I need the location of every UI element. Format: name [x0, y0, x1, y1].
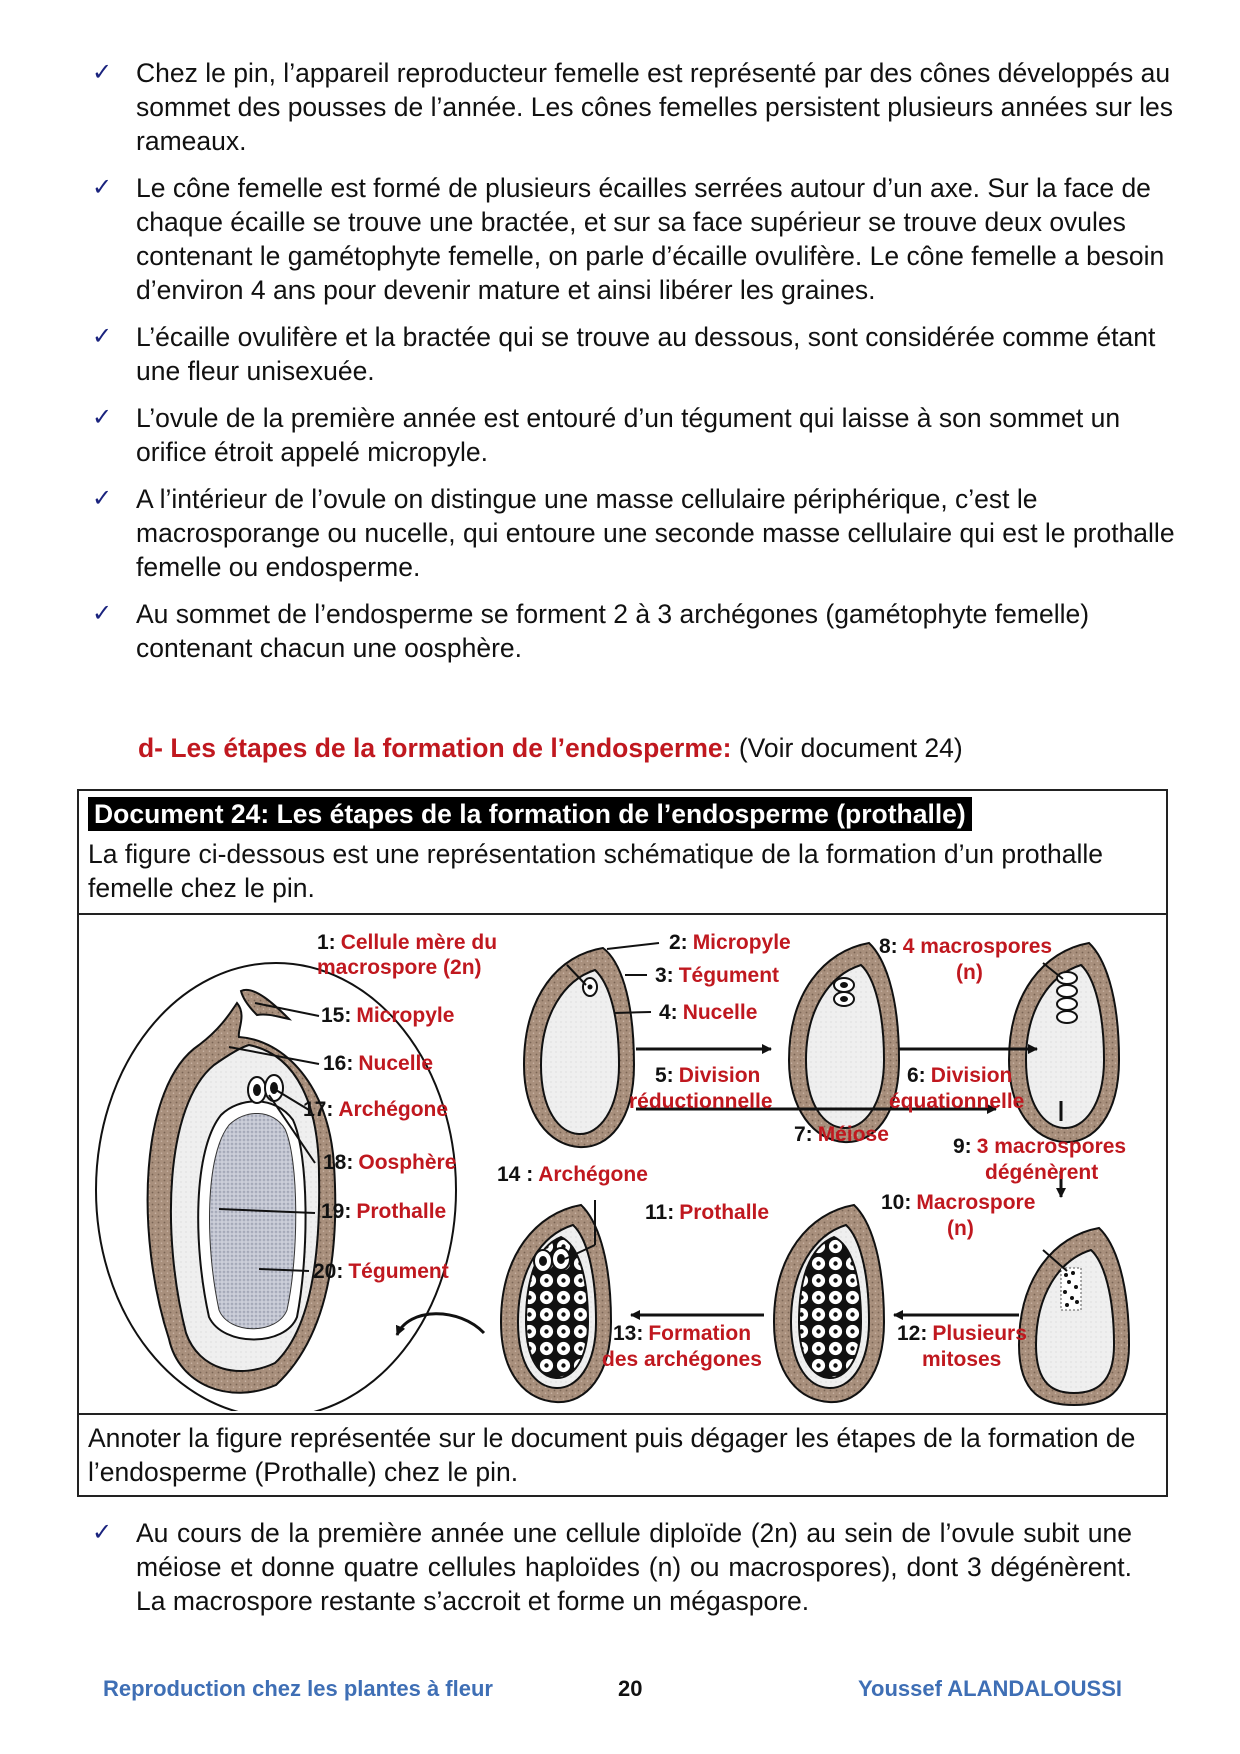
mother-cell-nucleus	[588, 985, 593, 990]
bullet-item	[92, 401, 1192, 469]
divider	[79, 1413, 1166, 1415]
big-ovule-prothalle	[210, 1113, 296, 1328]
macrospore-cell	[1057, 972, 1077, 984]
bullet-item	[92, 171, 1192, 307]
document-24-box	[77, 789, 1168, 1497]
bullet-list	[92, 56, 1192, 678]
bullet-text: Au cours de la première année une cellule diploïde (2n) au sein de l’ovule subit une méiose et donne quatre cellules haploïdes (n) ou macrospores), dont 3 dégénèrent. La macrospore restante s’accroit et forme un mégaspore.	[136, 1518, 1132, 1616]
section-ref: (Voir document 24)	[738, 733, 963, 763]
label-14: 14 : Archégone	[497, 1163, 648, 1186]
label-18: 18: Oosphère	[323, 1151, 457, 1174]
bullet-item	[92, 597, 1192, 665]
label-17: 17: Archégone	[303, 1098, 449, 1121]
document-title: Document 24: Les étapes de la formation de l’endosperme (prothalle)	[88, 797, 972, 831]
bullet-item	[92, 1516, 1132, 1618]
leader-line	[614, 1012, 651, 1013]
label-9-b: dégénèrent	[985, 1161, 1099, 1184]
label-16: 16: Nucelle	[323, 1052, 434, 1075]
bullet-text: Au sommet de l’endosperme se forment 2 à 3 archégones (gamétophyte femelle) contenant chacun une oosphère.	[136, 599, 1090, 663]
bullet-list-bottom	[92, 1516, 1132, 1631]
document-intro: La figure ci-dessous est une représentation schématique de la formation d’un prothalle femelle chez le pin.	[88, 839, 1103, 903]
label-4: 4: Nucelle	[659, 1001, 758, 1024]
endosperm-diagram	[79, 915, 1166, 1411]
label-8-b: (n)	[956, 961, 983, 984]
spore-nucleus	[840, 982, 848, 988]
spore-nucleus	[840, 996, 848, 1002]
label-8: 8: 4 macrospores	[879, 935, 1053, 958]
bullet-item	[92, 482, 1192, 584]
leader-line	[607, 943, 659, 949]
label-1: 1: Cellule mère du	[317, 931, 498, 954]
label-2: 2: Micropyle	[669, 931, 791, 954]
label-10-b: (n)	[947, 1217, 974, 1240]
macrospore-cell	[1057, 1011, 1077, 1023]
check-icon: ✓	[92, 323, 113, 350]
macrospore-cell	[1057, 998, 1077, 1010]
label-1-b: macrospore (2n)	[317, 956, 482, 979]
label-10: 10: Macrospore	[881, 1191, 1036, 1214]
label-11: 11: Prothalle	[645, 1201, 770, 1224]
bullet-item	[92, 56, 1192, 158]
oosphere-nucleus	[539, 1256, 547, 1266]
check-icon: ✓	[92, 174, 113, 201]
label-13: 13: Formation	[613, 1322, 752, 1345]
footer-page-number: 20	[618, 1676, 643, 1701]
label-20: 20: Tégument	[313, 1260, 449, 1283]
check-icon: ✓	[92, 600, 113, 627]
check-icon: ✓	[92, 485, 113, 512]
bullet-text: L’écaille ovulifère et la bractée qui se trouve au dessous, sont considérée comme étant une fleur unisexuée.	[136, 322, 1156, 386]
label-13-b: des archégones	[602, 1348, 762, 1371]
check-icon: ✓	[92, 1519, 113, 1546]
label-7: 7: Méiose	[794, 1123, 889, 1146]
section-heading	[138, 733, 963, 764]
oosphere-nucleus	[270, 1082, 278, 1094]
label-6: 6: Division	[907, 1064, 1013, 1087]
oosphere-nucleus	[557, 1254, 565, 1264]
section-title: d- Les étapes de la formation de l’endosperme:	[138, 733, 732, 763]
label-15: 15: Micropyle	[321, 1004, 455, 1027]
label-3: 3: Tégument	[655, 964, 780, 987]
footer-course-title: Reproduction chez les plantes à fleur	[103, 1676, 493, 1701]
label-6-b: équationnelle	[889, 1090, 1025, 1113]
label-12: 12: Plusieurs	[897, 1322, 1027, 1345]
label-5-b: réductionnelle	[629, 1090, 773, 1113]
macrospore-cell	[1057, 985, 1077, 997]
bullet-text: Chez le pin, l’appareil reproducteur femelle est représenté par des cônes développés au sommet des pousses de l’année. Les cônes femelles persistent plusieurs années sur les rameaux.	[136, 58, 1174, 156]
check-icon: ✓	[92, 59, 113, 86]
oosphere-nucleus	[253, 1084, 261, 1096]
label-5: 5: Division	[655, 1064, 761, 1087]
document-instruction: Annoter la figure représentée sur le document puis dégager les étapes de la formation de l’endosperme (Prothalle) chez le pin.	[88, 1423, 1136, 1487]
bullet-text: L’ovule de la première année est entouré d’un tégument qui laisse à son sommet un orifice étroit appelé micropyle.	[136, 403, 1121, 467]
bullet-text: A l’intérieur de l’ovule on distingue une masse cellulaire périphérique, c’est le macrosporange ou nucelle, qui entoure une seconde masse cellulaire qui est le prothalle femelle ou endosperme.	[136, 484, 1175, 582]
label-9: 9: 3 macrospores	[953, 1135, 1127, 1158]
label-12-b: mitoses	[922, 1348, 1002, 1371]
label-19: 19: Prothalle	[321, 1200, 447, 1223]
footer-author: Youssef ALANDALOUSSI	[858, 1676, 1123, 1701]
bullet-text: Le cône femelle est formé de plusieurs écailles serrées autour d’un axe. Sur la face de chaque écaille se trouve une bractée, et sur sa face supérieur se trouve deux ovules contenant le gamétophyte femelle, on parle d’écaille ovulifère. Le cône femelle a besoin d’environ 4 ans pour devenir mature et ainsi libérer les graines.	[136, 173, 1165, 305]
bullet-item	[92, 320, 1192, 388]
check-icon: ✓	[92, 404, 113, 431]
endosperm-figure	[79, 915, 1166, 1411]
